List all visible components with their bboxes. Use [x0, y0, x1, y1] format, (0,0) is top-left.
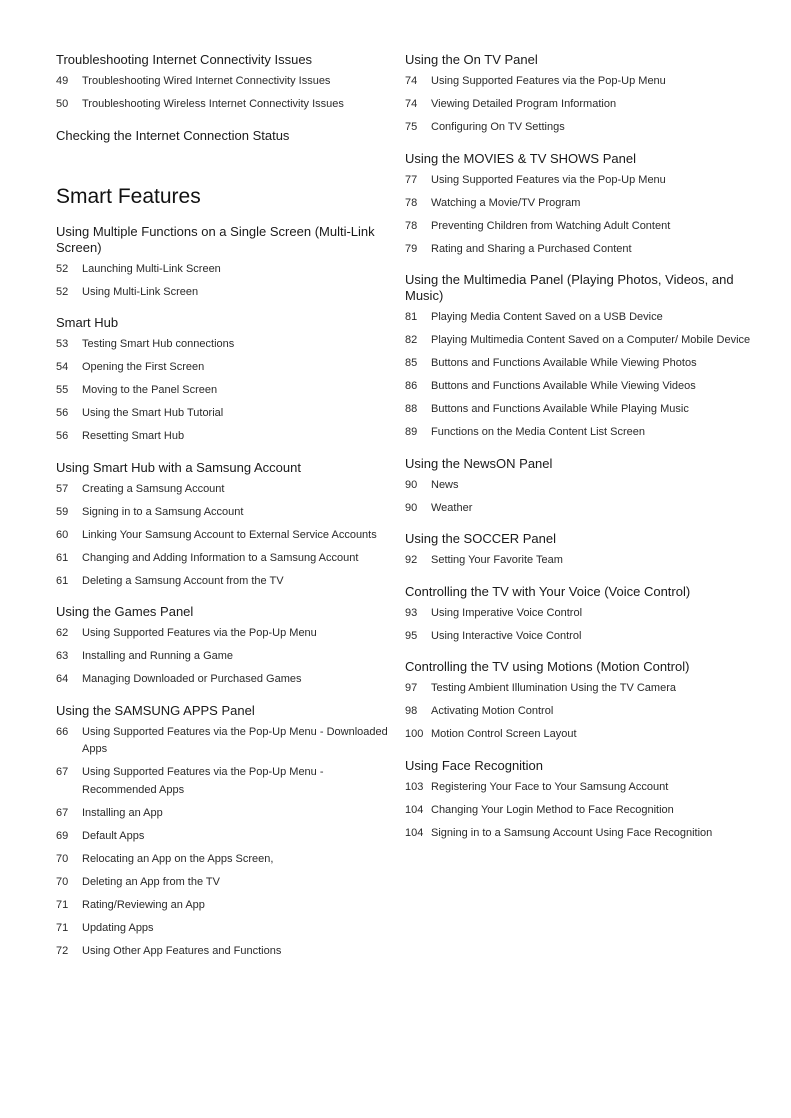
- page-number: 69: [56, 829, 69, 842]
- page-number: 74: [405, 75, 418, 87]
- section-title-using-the-samsung-apps-panel[interactable]: Using the SAMSUNG APPS Panel: [56, 702, 255, 718]
- page-number: 98: [405, 705, 418, 717]
- entry-title: Creating a Samsung Account: [82, 482, 225, 495]
- toc-entry[interactable]: [405, 195, 755, 213]
- entry-title: Moving to the Panel Screen: [82, 384, 218, 396]
- toc-entry[interactable]: [405, 424, 755, 442]
- page-number: 53: [56, 338, 69, 350]
- page-number: 63: [56, 650, 69, 662]
- section-title-using-the-games-panel[interactable]: Using the Games Panel: [56, 604, 194, 619]
- toc-entry[interactable]: [405, 500, 755, 518]
- entry-title: Relocating an App on the Apps Screen,: [82, 852, 274, 865]
- page-number: 79: [405, 242, 418, 255]
- toc-entry[interactable]: [405, 703, 755, 721]
- entry-title: Troubleshooting Wired Internet Connectivity Issues: [82, 75, 331, 87]
- page-number: 95: [405, 629, 418, 642]
- page-number: 97: [405, 682, 418, 694]
- toc-entry[interactable]: [405, 779, 755, 797]
- entry-title: Activating Motion Control: [431, 705, 554, 717]
- entry-title: Setting Your Favorite Team: [431, 554, 563, 566]
- section-title-checking-the-internet-connection-status[interactable]: Checking the Internet Connection Status: [56, 127, 290, 143]
- page-number: 67: [56, 806, 69, 819]
- page-number: 70: [56, 875, 69, 888]
- toc-entry[interactable]: [405, 825, 755, 843]
- entry-title: Registering Your Face to Your Samsung Account: [431, 780, 669, 793]
- entry-title: Playing Multimedia Content Saved on a Computer/ Mobile Device: [431, 334, 751, 346]
- entry-title: Updating Apps: [82, 921, 154, 934]
- toc-entry[interactable]: [56, 481, 392, 499]
- page-number: 85: [405, 357, 418, 369]
- toc-entry[interactable]: [56, 428, 392, 446]
- entry-title: Deleting an App from the TV: [82, 875, 220, 888]
- toc-entry[interactable]: [56, 73, 392, 91]
- toc-entry[interactable]: [56, 96, 392, 114]
- section-title-using-the-on-tv-panel[interactable]: Using the On TV Panel: [405, 52, 538, 67]
- entry-title: Weather: [431, 501, 473, 514]
- toc-entry[interactable]: [405, 309, 755, 327]
- section-title-troubleshooting-internet-connectivity-issues[interactable]: Troubleshooting Internet Connectivity Issues: [56, 52, 313, 67]
- page-number: 70: [56, 852, 69, 865]
- entry-title: Launching Multi-Link Screen: [82, 262, 221, 275]
- page-number: 86: [405, 380, 418, 392]
- toc-entry[interactable]: [56, 504, 392, 522]
- toc-entry[interactable]: [405, 680, 755, 698]
- page-number: 61: [56, 551, 69, 564]
- entry-title: Installing an App: [82, 806, 163, 819]
- entry-title: Buttons and Functions Available While Playing Music: [431, 403, 689, 415]
- entry-title: Opening the First Screen: [82, 361, 205, 373]
- toc-entry[interactable]: [56, 573, 392, 591]
- toc-entry[interactable]: [56, 764, 392, 799]
- page-number: 57: [56, 482, 69, 495]
- toc-entry[interactable]: [56, 897, 392, 915]
- page-number: 90: [405, 478, 418, 491]
- page-number: 100: [405, 728, 424, 740]
- toc-entry[interactable]: [56, 625, 392, 643]
- page-number: 49: [56, 75, 69, 87]
- section-title-using-the-multimedia-panel-playing-photos-videos-and-music[interactable]: Using the Multimedia Panel (Playing Photos, Videos, and Music): [405, 272, 734, 303]
- toc-entry[interactable]: [56, 920, 392, 938]
- toc-right-column: [405, 52, 755, 848]
- entry-title: Using Supported Features via the Pop-Up Menu: [431, 173, 666, 186]
- section-title-using-face-recognition[interactable]: Using Face Recognition: [405, 757, 544, 773]
- section-title-using-smart-hub-with-a-samsung-account[interactable]: Using Smart Hub with a Samsung Account: [56, 459, 301, 475]
- entry-title: Testing Smart Hub connections: [82, 338, 235, 350]
- page-number: 93: [405, 606, 418, 619]
- toc-entry[interactable]: [56, 284, 392, 302]
- page-number: 67: [56, 766, 69, 778]
- toc-entry[interactable]: [56, 261, 392, 279]
- page-number: 90: [405, 501, 418, 514]
- entry-title: Changing Your Login Method to Face Recognition: [431, 803, 674, 816]
- page-number: 61: [56, 574, 69, 587]
- page-number: 92: [405, 554, 418, 566]
- toc-entry[interactable]: [405, 726, 755, 744]
- toc-entry[interactable]: [56, 943, 392, 961]
- section-title-controlling-the-tv-using-motions-motion-control[interactable]: Controlling the TV using Motions (Motion Control): [405, 659, 690, 674]
- toc-entry[interactable]: [405, 802, 755, 820]
- section-title-using-the-soccer-panel[interactable]: Using the SOCCER Panel: [405, 531, 557, 546]
- toc-entry[interactable]: [56, 382, 392, 400]
- toc-entry[interactable]: [56, 874, 392, 892]
- toc-entry[interactable]: [405, 477, 755, 495]
- toc-entry[interactable]: [405, 628, 755, 646]
- toc-entry[interactable]: [56, 359, 392, 377]
- entry-title: Using Supported Features via the Pop-Up Menu: [431, 75, 666, 87]
- entry-title: Linking Your Samsung Account to External Service Accounts: [82, 528, 377, 541]
- chapter-title-smart-features: Smart Features: [56, 184, 201, 208]
- toc-entry[interactable]: [405, 355, 755, 373]
- toc-entry[interactable]: [405, 401, 755, 419]
- entry-title: Using Multi-Link Screen: [82, 285, 199, 298]
- section-title-controlling-the-tv-with-your-voice-voice-control[interactable]: Controlling the TV with Your Voice (Voice Control): [405, 583, 691, 599]
- toc-entry[interactable]: [56, 671, 392, 689]
- entry-title: Viewing Detailed Program Information: [431, 98, 617, 110]
- entry-title: Using Interactive Voice Control: [431, 629, 582, 642]
- entry-title: Functions on the Media Content List Screen: [431, 426, 646, 438]
- entry-title: Preventing Children from Watching Adult Content: [431, 219, 671, 232]
- page-number: 88: [405, 403, 418, 415]
- page-number: 81: [405, 311, 418, 323]
- toc-entry[interactable]: [405, 73, 755, 91]
- page-number: 66: [56, 725, 69, 738]
- section-title-using-the-newson-panel[interactable]: Using the NewsON Panel: [405, 455, 553, 471]
- toc-entry[interactable]: [405, 96, 755, 114]
- page-number: 71: [56, 921, 69, 934]
- entry-title: Signing in to a Samsung Account Using Face Recognition: [431, 826, 713, 839]
- toc-entry[interactable]: [56, 648, 392, 666]
- section-title-using-the-movies-tv-shows-panel[interactable]: Using the MOVIES & TV SHOWS Panel: [405, 150, 636, 166]
- entry-title: Rating and Sharing a Purchased Content: [431, 242, 632, 255]
- entry-title: Buttons and Functions Available While Viewing Photos: [431, 357, 697, 369]
- toc-entry[interactable]: [56, 336, 392, 354]
- toc-entry[interactable]: [56, 805, 392, 823]
- entry-title: Configuring On TV Settings: [431, 121, 565, 133]
- entry-title: Testing Ambient Illumination Using the TV Camera: [431, 682, 676, 694]
- page-number: 77: [405, 173, 418, 186]
- entry-title: Installing and Running a Game: [82, 650, 234, 662]
- page-number: 59: [56, 505, 69, 518]
- page-number: 52: [56, 285, 69, 298]
- page-number: 60: [56, 528, 69, 541]
- page-number: 71: [56, 898, 69, 911]
- toc-entry[interactable]: [56, 527, 392, 545]
- toc-entry[interactable]: [56, 724, 392, 759]
- page-number: 56: [56, 430, 69, 442]
- entry-title: Deleting a Samsung Account from the TV: [82, 574, 284, 587]
- toc-entry[interactable]: [56, 851, 392, 869]
- entry-title: Using Supported Features via the Pop-Up Menu - Downloaded Apps: [82, 725, 388, 755]
- page-number: 104: [405, 803, 424, 816]
- entry-title: Using the Smart Hub Tutorial: [82, 407, 224, 419]
- toc-entry[interactable]: [56, 828, 392, 846]
- toc-entry[interactable]: [405, 378, 755, 396]
- entry-title: Using Supported Features via the Pop-Up Menu - Recommended Apps: [82, 766, 324, 796]
- entry-title: Motion Control Screen Layout: [431, 728, 577, 740]
- page-number: 55: [56, 384, 69, 396]
- page-number: 78: [405, 196, 418, 209]
- page-number: 78: [405, 219, 418, 232]
- section-title-smart-hub[interactable]: Smart Hub: [56, 315, 119, 330]
- entry-title: Using Imperative Voice Control: [431, 606, 583, 619]
- page-number: 64: [56, 673, 69, 685]
- page-number: 103: [405, 780, 424, 793]
- page-number: 54: [56, 361, 69, 373]
- page-number: 75: [405, 121, 418, 133]
- entry-title: News: [431, 478, 459, 491]
- page-number: 52: [56, 262, 69, 275]
- toc-entry[interactable]: [405, 332, 755, 350]
- page-number: 56: [56, 407, 69, 419]
- entry-title: Buttons and Functions Available While Viewing Videos: [431, 380, 696, 392]
- toc-entry[interactable]: [405, 241, 755, 259]
- toc-entry[interactable]: [56, 405, 392, 423]
- entry-title: Resetting Smart Hub: [82, 430, 185, 442]
- entry-title: Default Apps: [82, 829, 145, 842]
- entry-title: Signing in to a Samsung Account: [82, 505, 244, 518]
- entry-title: Watching a Movie/TV Program: [431, 196, 581, 209]
- entry-title: Changing and Adding Information to a Samsung Account: [82, 551, 359, 564]
- toc-entry[interactable]: [405, 605, 755, 623]
- entry-title: Playing Media Content Saved on a USB Device: [431, 311, 663, 323]
- section-title-using-multiple-functions-on-a-single-screen-multi-link-screen[interactable]: Using Multiple Functions on a Single Screen (Multi-Link Screen): [56, 223, 375, 255]
- entry-title: Troubleshooting Wireless Internet Connectivity Issues: [82, 98, 344, 110]
- page-number: 72: [56, 944, 69, 957]
- toc-entry[interactable]: [405, 218, 755, 236]
- entry-title: Managing Downloaded or Purchased Games: [82, 673, 302, 685]
- toc-left-column: [56, 52, 392, 966]
- entry-title: Using Other App Features and Functions: [82, 944, 282, 957]
- page-number: 82: [405, 334, 418, 346]
- entry-title: Using Supported Features via the Pop-Up Menu: [82, 627, 317, 639]
- toc-entry[interactable]: [405, 172, 755, 190]
- toc-entry[interactable]: [56, 550, 392, 568]
- page-number: 62: [56, 627, 69, 639]
- page-number: 74: [405, 98, 418, 110]
- entry-title: Rating/Reviewing an App: [82, 898, 205, 911]
- toc-entry[interactable]: [405, 119, 755, 137]
- page-number: 104: [405, 826, 424, 839]
- page-number: 89: [405, 426, 418, 438]
- toc-entry[interactable]: [405, 552, 755, 570]
- page-number: 50: [56, 98, 69, 110]
